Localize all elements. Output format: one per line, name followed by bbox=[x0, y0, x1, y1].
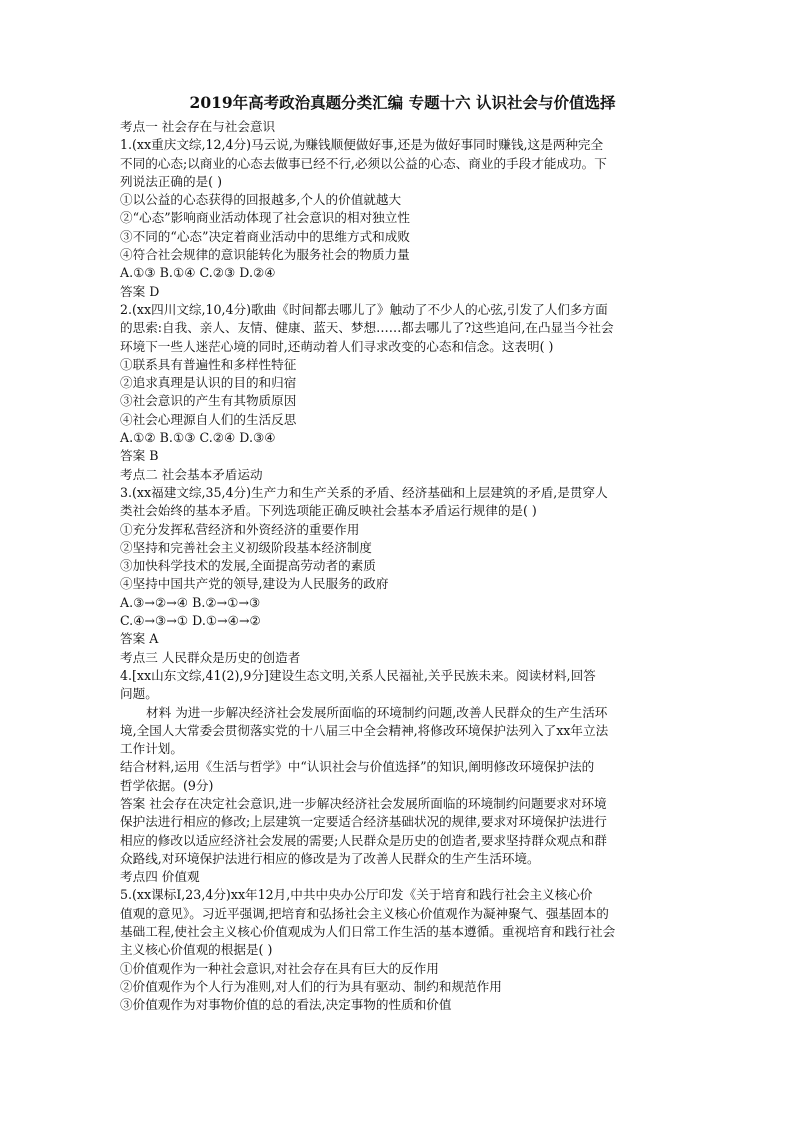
text-line: 答案 社会存在决定社会意识,进一步解决经济社会发展所面临的环境制约问题要求对环境 bbox=[120, 795, 607, 811]
text-line: ①价值观作为一种社会意识,对社会存在具有巨大的反作用 bbox=[120, 960, 439, 976]
text-line: 2.(xx四川文综,10,4分)歌曲《时间都去哪儿了》触动了不少人的心弦,引发了人们多方面 bbox=[120, 301, 608, 317]
text-line: ③不同的“心态”决定着商业活动中的思维方式和成败 bbox=[120, 228, 410, 244]
text-line: 答案 D bbox=[120, 283, 160, 299]
text-line: 考点一 社会存在与社会意识 bbox=[120, 119, 276, 134]
text-line: 相应的修改以适应经济社会发展的需要;人民群众是历史的创造者,要求坚持群众观点和群 bbox=[120, 832, 607, 848]
document-title: 2019年高考政治真题分类汇编 专题十六 认识社会与价值选择 bbox=[189, 93, 616, 112]
text-line: 3.(xx福建文综,35,4分)生产力和生产关系的矛盾、经济基础和上层建筑的矛盾,是贯穿人 bbox=[120, 484, 608, 500]
text-line: 材料 为进一步解决经济社会发展所面临的环境制约问题,改善人民群众的生产生活环 bbox=[146, 704, 608, 720]
text-line: 值观的意见》。习近平强调,把培育和弘扬社会主义核心价值观作为凝神聚气、强基固本的 bbox=[120, 905, 609, 921]
text-line: ②追求真理是认识的目的和归宿 bbox=[120, 375, 297, 391]
text-line: ②“心态”影响商业活动体现了社会意识的相对独立性 bbox=[120, 210, 410, 226]
text-line: 问题。 bbox=[120, 686, 158, 702]
text-line: ④符合社会规律的意识能转化为服务社会的物质力量 bbox=[120, 247, 410, 263]
text-line: ③价值观作为对事物价值的总的看法,决定事物的性质和价值 bbox=[120, 997, 452, 1013]
text-line: 考点三 人民群众是历史的创造者 bbox=[120, 649, 301, 665]
text-line: 答案 A bbox=[120, 631, 159, 647]
text-line: ④社会心理源自人们的生活反思 bbox=[120, 411, 297, 427]
text-line: 列说法正确的是( ) bbox=[120, 173, 222, 189]
text-line: 1.(xx重庆文综,12,4分)马云说,为赚钱顺便做好事,还是为做好事同时赚钱,这是两种完全 bbox=[120, 137, 604, 153]
text-line: 哲学依据。(9分) bbox=[120, 777, 214, 793]
text-line: 保护法进行相应的修改;上层建筑一定要适合经济基础状况的规律,要求对环境保护法进行 bbox=[120, 814, 607, 830]
text-line: 基础工程,使社会主义核心价值观成为人们日常工作生活的基本遵循。重视培育和践行社会 bbox=[120, 924, 616, 940]
text-line: 主义核心价值观的根据是( ) bbox=[120, 942, 273, 958]
text-line: ①联系具有普遍性和多样性特征 bbox=[120, 356, 297, 372]
text-line: ③社会意识的产生有其物质原因 bbox=[120, 393, 297, 409]
text-line: 不同的心态;以商业的心态去做事已经不行,必须以公益的心态、商业的手段才能成功。下 bbox=[120, 155, 607, 171]
text-line: A.①② B.①③ C.②④ D.③④ bbox=[120, 430, 276, 446]
text-line: 结合材料,运用《生活与哲学》中“认识社会与价值选择”的知识,阐明修改环境保护法的 bbox=[120, 759, 595, 775]
text-line: 考点二 社会基本矛盾运动 bbox=[120, 466, 263, 482]
text-line: ④坚持中国共产党的领导,建设为人民服务的政府 bbox=[120, 576, 389, 592]
text-line: A.①③ B.①④ C.②③ D.②④ bbox=[120, 265, 276, 281]
text-line: 众路线,对环境保护法进行相应的修改是为了改善人民群众的生产生活环境。 bbox=[120, 850, 540, 866]
text-line: ①充分发挥私营经济和外资经济的重要作用 bbox=[120, 521, 360, 537]
text-line: 答案 B bbox=[120, 448, 159, 464]
text-line: 5.(xx课标Ⅰ,23,4分)xx年12月,中共中央办公厅印发《关于培育和践行社会主义核心价 bbox=[120, 887, 593, 903]
text-line: A.③→②→④ B.②→①→③ bbox=[120, 594, 261, 610]
text-line: ①以公益的心态获得的回报越多,个人的价值就越大 bbox=[120, 192, 402, 208]
text-line: 考点四 价值观 bbox=[120, 869, 200, 885]
text-line: 4.[xx山东文综,41(2),9分]建设生态文明,关系人民福祉,关乎民族未来。阅读材料,回答 bbox=[120, 667, 596, 683]
text-line: 环境下一些人迷茫心境的同时,还萌动着人们寻求改变的心态和信念。这表明( ) bbox=[120, 338, 554, 354]
text-line: 的思索:自我、亲人、友情、健康、蓝天、梦想……都去哪儿了?这些追问,在凸显当今社会 bbox=[120, 320, 614, 336]
text-line: ②坚持和完善社会主义初级阶段基本经济制度 bbox=[120, 539, 372, 555]
text-line: 工作计划。 bbox=[120, 741, 183, 757]
text-line: 类社会始终的基本矛盾。下列选项能正确反映社会基本矛盾运行规律的是( ) bbox=[120, 503, 537, 519]
document-body bbox=[120, 118, 685, 1015]
text-line: C.④→③→① D.①→④→② bbox=[120, 613, 261, 629]
text-line: ②价值观作为个人行为准则,对人们的行为具有驱动、制约和规范作用 bbox=[120, 978, 502, 994]
text-line: ③加快科学技术的发展,全面提高劳动者的素质 bbox=[120, 558, 376, 574]
document-page bbox=[120, 93, 685, 1015]
text-line: 境,全国人大常委会贯彻落实党的十八届三中全会精神,将修改环境保护法列入了xx年立法 bbox=[120, 722, 609, 738]
